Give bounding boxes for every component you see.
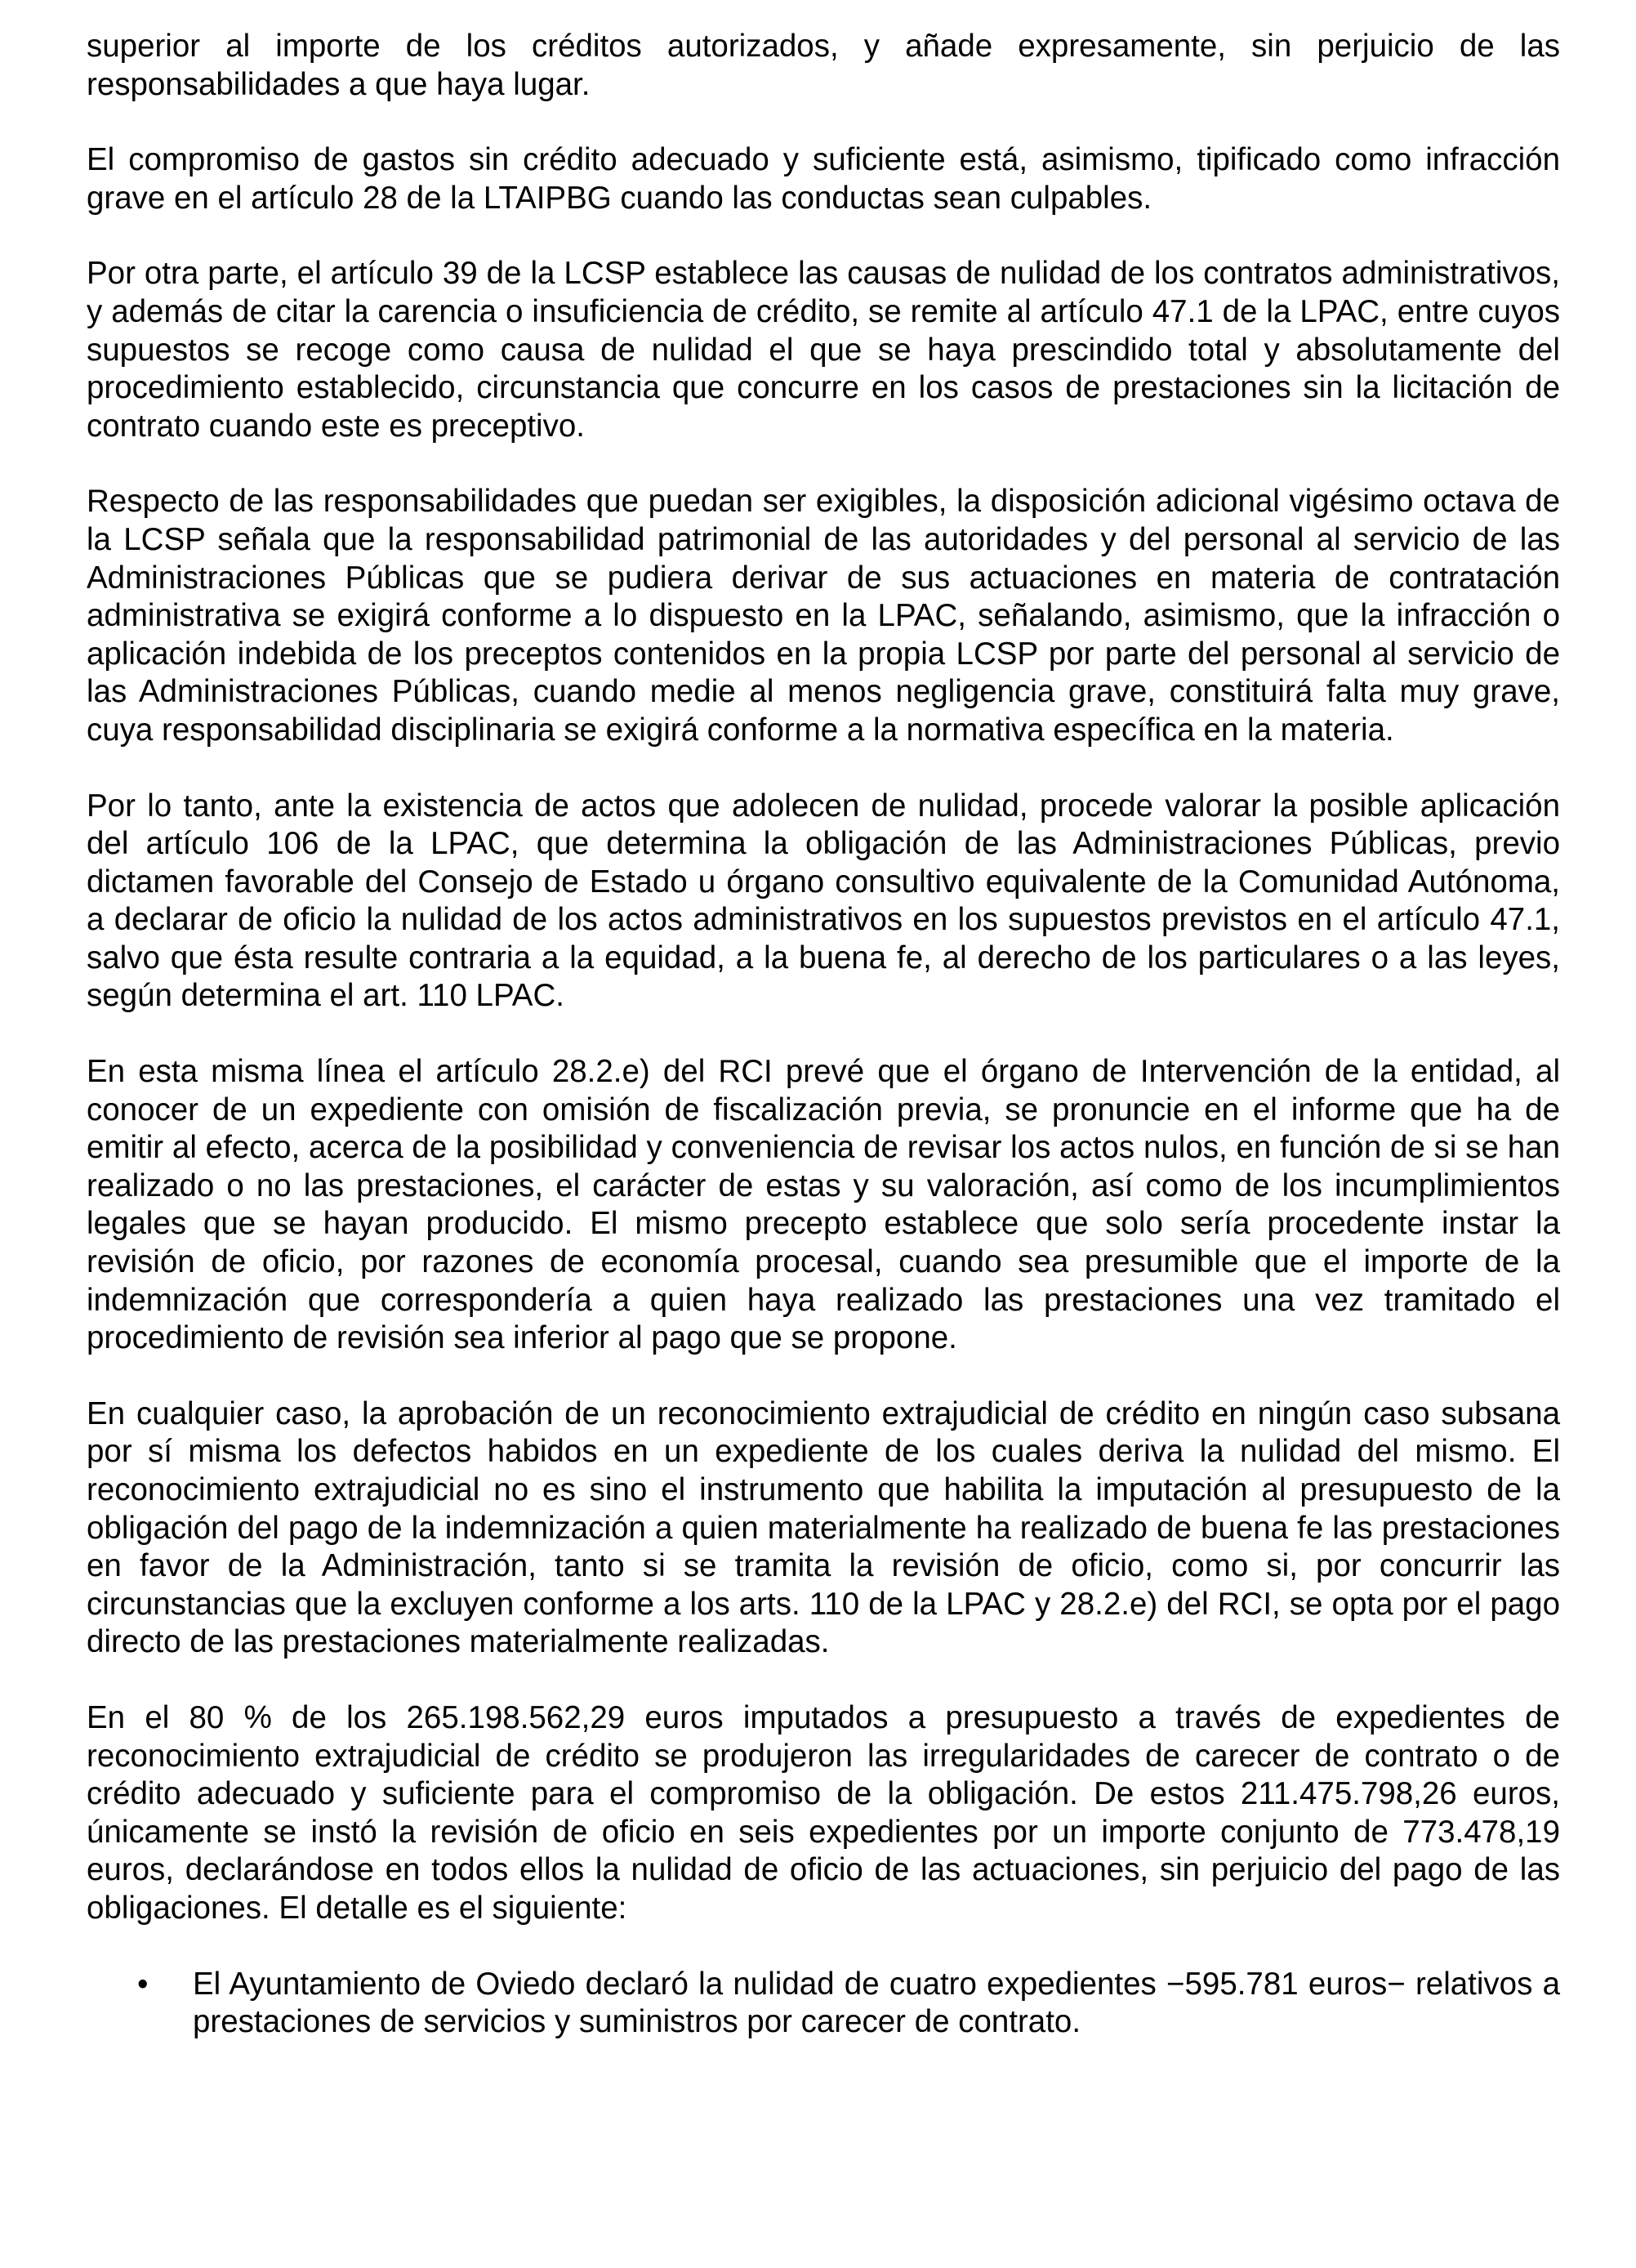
- paragraph: El compromiso de gastos sin crédito adecuado y suficiente está, asimismo, tipificado como infracción grave en el artículo 28 de la LTAIPBG cuando las conductas sean culpables.: [87, 142, 1560, 216]
- bullet-list: [87, 1966, 1560, 2042]
- paragraph: Por otra parte, el artículo 39 de la LCSP establece las causas de nulidad de los contratos administrativos, y además de citar la carencia o insuficiencia de crédito, se remite al artículo 47.1 de la LPAC, entre cuyos supuestos se recoge como causa de nulidad el que se haya prescindido total y absolutamente del procedimiento establecido, circunstancia que concurre en los casos de prestaciones sin la licitación de contrato cuando este es preceptivo.: [87, 256, 1560, 444]
- list-item-text: El Ayuntamiento de Oviedo declaró la nulidad de cuatro expedientes −595.781 euros− relativos a prestaciones de servicios y suministros por carecer de contrato.: [193, 1966, 1560, 2040]
- document-page: [87, 28, 1560, 2042]
- list-item: [87, 1966, 1560, 2042]
- bullet-icon: •: [137, 1966, 149, 2002]
- paragraph: En el 80 % de los 265.198.562,29 euros imputados a presupuesto a través de expedientes de reconocimiento extrajudicial de crédito se produjeron las irregularidades de carecer de contrato o de crédito adecuado y suficiente para el compromiso de la obligación. De estos 211.475.798,26 euros, únicamente se instó la revisión de oficio en seis expedientes por un importe conjunto de 773.478,19 euros, declarándose en todos ellos la nulidad de oficio de las actuaciones, sin perjuicio del pago de las obligaciones. El detalle es el siguiente:: [87, 1699, 1560, 1926]
- paragraph: superior al importe de los créditos autorizados, y añade expresamente, sin perjuicio de las responsabilidades a que haya lugar.: [87, 29, 1560, 102]
- paragraph: En cualquier caso, la aprobación de un reconocimiento extrajudicial de crédito en ningún caso subsana por sí misma los defectos habidos en un expediente de los cuales deriva la nulidad del mismo. El reconocimiento extrajudicial no es sino el instrumento que habilita la imputación al presupuesto de la obligación del pago de la indemnización a quien materialmente ha realizado de buena fe las prestaciones en favor de la Administración, tanto si se tramita la revisión de oficio, como si, por concurrir las circunstancias que la excluyen conforme a los arts. 110 de la LPAC y 28.2.e) del RCI, se opta por el pago directo de las prestaciones materialmente realizadas.: [87, 1395, 1560, 1660]
- paragraph: En esta misma línea el artículo 28.2.e) del RCI prevé que el órgano de Intervención de la entidad, al conocer de un expediente con omisión de fiscalización previa, se pronuncie en el informe que ha de emitir al efecto, acerca de la posibilidad y conveniencia de revisar los actos nulos, en función de si se han realizado o no las prestaciones, el carácter de estas y su valoración, así como de los incumplimientos legales que se hayan producido. El mismo precepto establece que solo sería procedente instar la revisión de oficio, por razones de economía procesal, cuando sea presumible que el importe de la indemnización que correspondería a quien haya realizado las prestaciones una vez tramitado el procedimiento de revisión sea inferior al pago que se propone.: [87, 1054, 1560, 1356]
- paragraph: Por lo tanto, ante la existencia de actos que adolecen de nulidad, procede valorar la posible aplicación del artículo 106 de la LPAC, que determina la obligación de las Administraciones Públicas, previo dictamen favorable del Consejo de Estado u órgano consultivo equivalente de la Comunidad Autónoma, a declarar de oficio la nulidad de los actos administrativos en los supuestos previstos en el artículo 47.1, salvo que ésta resulte contraria a la equidad, a la buena fe, al derecho de los particulares o a las leyes, según determina el art. 110 LPAC.: [87, 788, 1560, 1014]
- paragraph: Respecto de las responsabilidades que puedan ser exigibles, la disposición adicional vigésimo octava de la LCSP señala que la responsabilidad patrimonial de las autoridades y del personal al servicio de las Administraciones Públicas que se pudiera derivar de sus actuaciones en materia de contratación administrativa se exigirá conforme a lo dispuesto en la LPAC, señalando, asimismo, que la infracción o aplicación indebida de los preceptos contenidos en la propia LCSP por parte del personal al servicio de las Administraciones Públicas, cuando medie al menos negligencia grave, constituirá falta muy grave, cuya responsabilidad disciplinaria se exigirá conforme a la normativa específica en la materia.: [87, 484, 1560, 748]
